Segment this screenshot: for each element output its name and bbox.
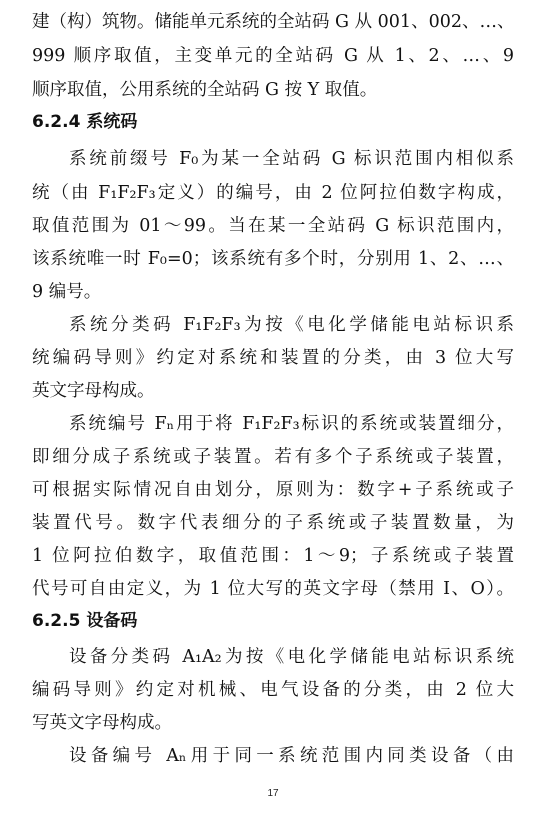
text-line: 即细分成子系统或子装置。若有多个子系统或子装置， — [32, 447, 514, 467]
text-line: 1 位阿拉伯数字，取值范围：1～9；子系统或子装置 — [32, 546, 514, 566]
text-line: 设备分类码 A₁A₂为按《电化学储能电站标识系统 — [69, 647, 514, 667]
text-line: 编码导则》约定对机械、电气设备的分类，由 2 位大 — [32, 680, 514, 700]
text-line: 可根据实际情况自由划分，原则为：数字+子系统或子 — [32, 480, 514, 500]
text-line: 顺序取值，公用系统的全站码 G 按 Y 取值。 — [32, 80, 378, 100]
text-line: 统编码导则》约定对系统和装置的分类，由 3 位大写 — [32, 348, 514, 368]
text-line: 999 顺序取值，主变单元的全站码 G 从 1、2、…、9 — [32, 46, 514, 66]
text-line: 统（由 F₁F₂F₃定义）的编号，由 2 位阿拉伯数字构成， — [32, 183, 514, 203]
text-line: 系统编号 Fₙ用于将 F₁F₂F₃标识的系统或装置细分， — [69, 414, 514, 434]
text-line: 该系统唯一时 F₀=0；该系统有多个时，分别用 1、2、…、 — [32, 249, 514, 269]
text-line: 系统前缀号 F₀为某一全站码 G 标识范围内相似系 — [69, 149, 514, 169]
text-line: 装置代号。数字代表细分的子系统或子装置数量，为 — [32, 513, 514, 533]
section-heading-6-2-5: 6.2.5 设备码 — [32, 611, 138, 631]
text-line: 系统分类码 F₁F₂F₃为按《电化学储能电站标识系 — [69, 315, 514, 335]
text-line: 设备编号 Aₙ用于同一系统范围内同类设备（由 — [69, 746, 514, 766]
text-line: 取值范围为 01～99。当在某一全站码 G 标识范围内， — [32, 216, 514, 236]
text-line: 建（构）筑物。储能单元系统的全站码 G 从 001、002、…、 — [32, 12, 514, 32]
page-number: 17 — [267, 788, 279, 799]
text-line: 代号可自由定义，为 1 位大写的英文字母（禁用 I、O）。 — [32, 579, 514, 599]
text-line: 写英文字母构成。 — [32, 713, 172, 733]
text-line: 9 编号。 — [32, 282, 102, 302]
text-line: 英文字母构成。 — [32, 381, 155, 401]
section-heading-6-2-4: 6.2.4 系统码 — [32, 112, 138, 132]
